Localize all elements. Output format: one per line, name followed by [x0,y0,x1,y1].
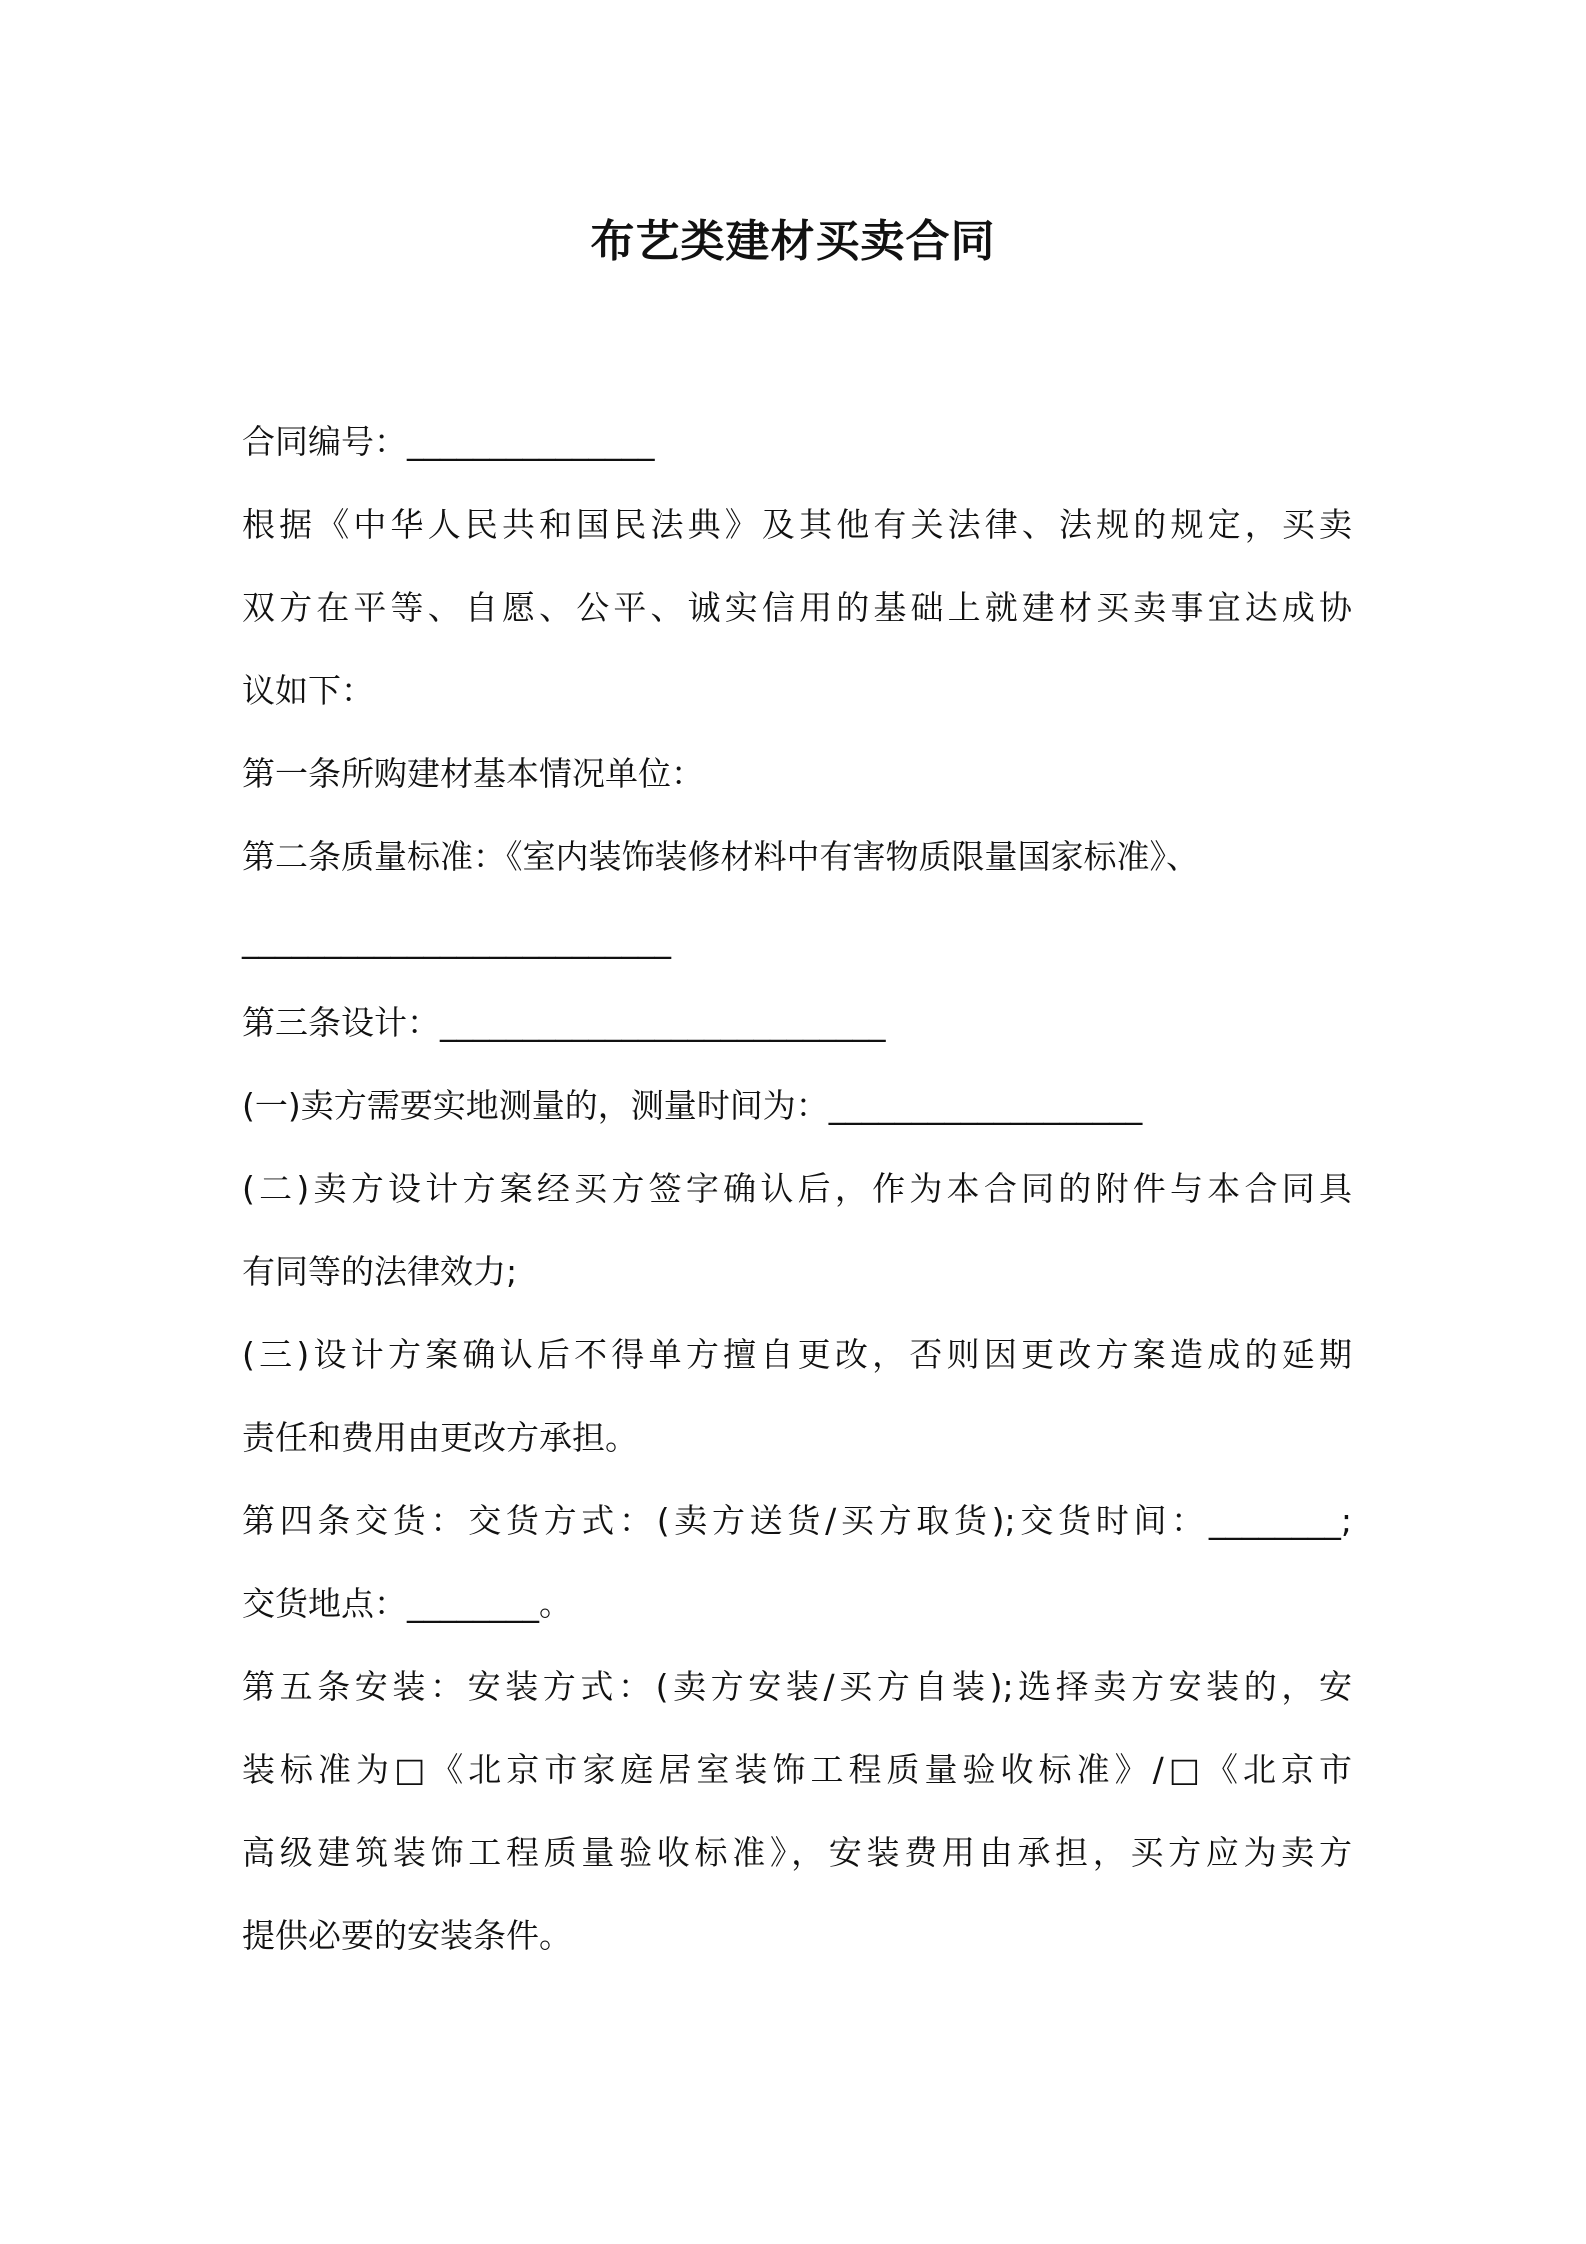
document-title: 布艺类建材买卖合同 [590,216,996,267]
contract-number-line: 合同编号：_______________ [242,422,655,461]
article-2-blank-line: __________________________ [242,920,671,959]
article-3-item-1-line: (一)卖方需要实地测量的，测量时间为：___________________ [242,1086,1143,1125]
article-5-line-3: 高级建筑装饰工程质量验收标准》，安装费用由承担，买方应为卖方 [242,1833,1352,1872]
article-4-line-2: 交货地点：________。 [242,1584,572,1623]
article-3-item-3-line-2: 责任和费用由更改方承担。 [242,1418,638,1457]
document-body [242,400,1352,1977]
article-5-line-4: 提供必要的安装条件。 [242,1916,572,1955]
article-3-item-3-line-1: (三)设计方案确认后不得单方擅自更改，否则因更改方案造成的延期 [242,1335,1352,1374]
article-5-line-1: 第五条安装：安装方式：(卖方安装/买方自装);选择卖方安装的，安 [242,1667,1352,1706]
article-3-line: 第三条设计：___________________________ [242,1003,886,1042]
article-3-item-2-line-2: 有同等的法律效力; [242,1252,518,1291]
preamble-line-1: 根据《中华人民共和国民法典》及其他有关法律、法规的规定，买卖 [242,505,1352,544]
preamble-line-3: 议如下： [242,671,374,710]
article-4-line-1: 第四条交货：交货方式：(卖方送货/买方取货);交货时间：________; [242,1501,1352,1540]
article-5-line-2: 装标准为□《北京市家庭居室装饰工程质量验收标准》/□《北京市 [242,1750,1352,1789]
article-2-line: 第二条质量标准：《室内装饰装修材料中有害物质限量国家标准》、 [242,837,1199,876]
article-1-line: 第一条所购建材基本情况单位： [242,754,704,793]
article-3-item-2-line-1: (二)卖方设计方案经买方签字确认后，作为本合同的附件与本合同具 [242,1169,1352,1208]
preamble-line-2: 双方在平等、自愿、公平、诚实信用的基础上就建材买卖事宜达成协 [242,588,1352,627]
